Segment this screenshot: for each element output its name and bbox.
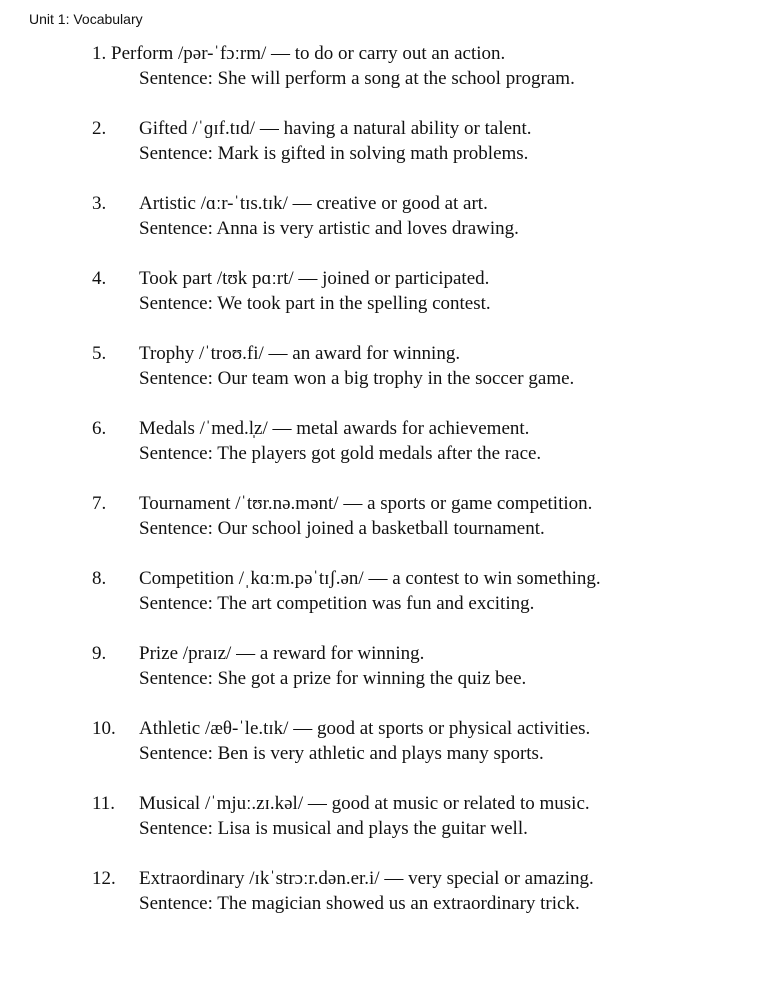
entry-definition: 1. Perform /pər-ˈfɔːrm/ — to do or carry out an action. (92, 43, 506, 64)
entry-sentence: Sentence: She will perform a song at the school program. (139, 68, 575, 89)
entry-sentence: Sentence: Ben is very athletic and plays many sports. (139, 743, 544, 764)
entry-number: 9. (92, 643, 107, 664)
entry-definition: Musical /ˈmjuː.zɪ.kəl/ — good at music or related to music. (139, 793, 590, 814)
entry-definition: Prize /praɪz/ — a reward for winning. (139, 643, 425, 664)
entry-definition: Took part /tʊk pɑːrt/ — joined or participated. (139, 268, 490, 289)
entry-sentence: Sentence: Lisa is musical and plays the guitar well. (139, 818, 528, 839)
entry-number: 4. (92, 268, 107, 289)
entry-number: 7. (92, 493, 107, 514)
entry-definition: Trophy /ˈtroʊ.fi/ — an award for winning. (139, 343, 461, 364)
entry-sentence: Sentence: Anna is very artistic and loves drawing. (139, 218, 519, 239)
entry-number: 5. (92, 343, 107, 364)
entry-definition: Artistic /ɑːr-ˈtɪs.tɪk/ — creative or good at art. (139, 193, 488, 214)
entry-sentence: Sentence: Our school joined a basketball tournament. (139, 518, 545, 539)
entry-sentence: Sentence: The art competition was fun and exciting. (139, 593, 535, 614)
entry-definition: Medals /ˈmed.l̩z/ — metal awards for achievement. (139, 418, 530, 439)
entry-number: 2. (92, 118, 107, 139)
entry-definition: Tournament /ˈtʊr.nə.mənt/ — a sports or game competition. (139, 493, 593, 514)
entry-number: 12. (92, 868, 116, 889)
page-header: Unit 1: Vocabulary (29, 11, 143, 27)
entry-definition: Athletic /æθ-ˈle.tɪk/ — good at sports or physical activities. (139, 718, 591, 739)
entry-definition: Gifted /ˈɡɪf.tɪd/ — having a natural ability or talent. (139, 118, 532, 139)
entry-number: 3. (92, 193, 107, 214)
entry-number: 6. (92, 418, 107, 439)
entry-sentence: Sentence: The magician showed us an extraordinary trick. (139, 893, 580, 914)
entry-sentence: Sentence: The players got gold medals after the race. (139, 443, 542, 464)
entry-definition: Competition /ˌkɑːm.pəˈtɪʃ.ən/ — a contest to win something. (139, 568, 601, 589)
entry-sentence: Sentence: We took part in the spelling contest. (139, 293, 491, 314)
entry-number: 11. (92, 793, 116, 814)
entry-sentence: Sentence: Mark is gifted in solving math problems. (139, 143, 529, 164)
entry-number: 8. (92, 568, 107, 589)
entry-definition: Extraordinary /ɪkˈstrɔːr.dən.er.i/ — very special or amazing. (139, 868, 594, 889)
entry-sentence: Sentence: Our team won a big trophy in the soccer game. (139, 368, 575, 389)
entry-sentence: Sentence: She got a prize for winning the quiz bee. (139, 668, 527, 689)
entry-number: 10. (92, 718, 116, 739)
